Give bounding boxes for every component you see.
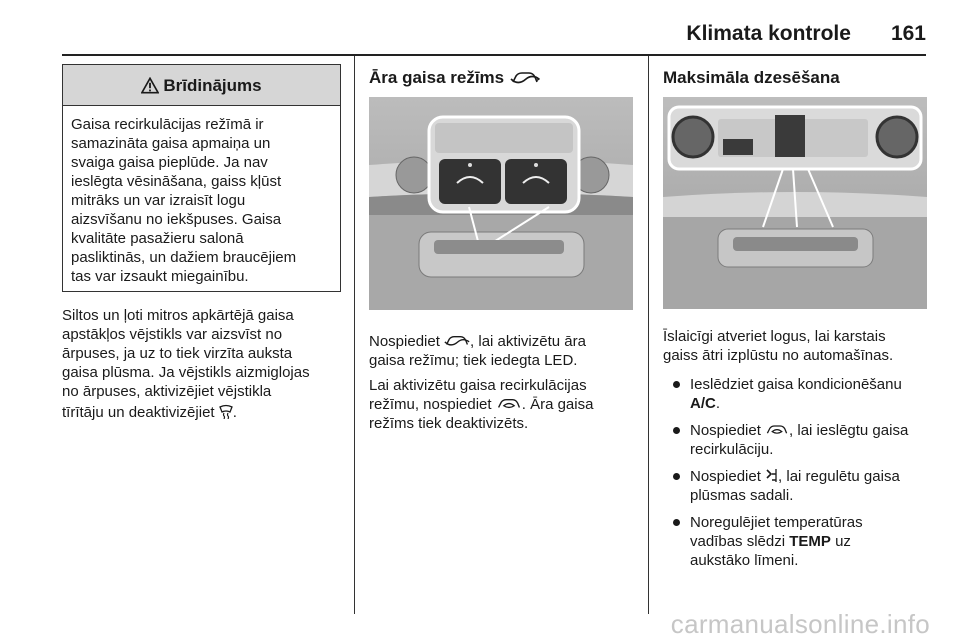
text-line: gaiss ātri izplūstu no automašīnas.: [663, 347, 894, 364]
heading-text: Āra gaisa režīms: [369, 68, 505, 87]
text-line: [369, 395, 633, 414]
header-rule: [62, 54, 926, 56]
outside-air-icon: [444, 334, 470, 348]
warning-line: aizsvīšanu no iekšpuses. Gaisa: [71, 211, 282, 228]
warning-line: ieslēgta vēsināšana, gaiss kļūst: [71, 173, 282, 190]
text-line: ārpuses, ja uz to tiek virzīta auksta: [62, 345, 293, 362]
text-line: Lai aktivizētu gaisa recirkulācijas: [369, 377, 587, 394]
bullet-dot: [673, 519, 680, 526]
warning-box: [62, 64, 341, 292]
warning-line: kvalitāte pasažieru salonā: [71, 230, 244, 247]
section-title: Klimata kontrole: [686, 22, 851, 45]
column-2: [369, 64, 633, 433]
text-line: [690, 532, 927, 551]
text-span: tīrītāju un deaktivizējiet: [62, 404, 215, 421]
text-line: gaisa plūsma. Ja vējstikls aizmiglojas: [62, 364, 310, 381]
text-line: plūsmas sadali.: [690, 487, 794, 504]
ac-key-label: A/C: [690, 395, 716, 412]
text-line: gaisa režīmu; tiek iedegta LED.: [369, 352, 578, 369]
warning-text: [63, 106, 340, 291]
text-span: . Āra gaisa: [521, 396, 594, 413]
watermark: carmanualsonline.info: [670, 609, 930, 639]
warning-header: [63, 65, 340, 106]
text-span: uz: [830, 533, 851, 550]
warning-line: tas var izsaukt miegainību.: [71, 268, 249, 285]
column-divider-2: [648, 56, 649, 614]
warning-title: Brīdinājums: [163, 75, 262, 95]
text-line: Ieslēdziet gaisa kondicionēšanu: [690, 376, 902, 393]
bullet-dot: [673, 473, 680, 480]
text-line: [690, 421, 927, 440]
column-divider-1: [354, 56, 355, 614]
outside-air-heading: [369, 68, 633, 87]
recirculation-icon: [765, 423, 789, 437]
page-header: [686, 22, 926, 52]
fog-paragraph: [62, 306, 341, 422]
air-distribution-icon: [765, 468, 778, 483]
bullet-dot: [673, 381, 680, 388]
text-span: , lai ieslēgtu gaisa: [789, 422, 909, 439]
text-span: , lai aktivizētu āra: [470, 333, 586, 350]
text-line: Īslaicīgi atveriet logus, lai karstais: [663, 328, 886, 345]
text-span: .: [715, 395, 721, 412]
warning-triangle-icon: [141, 77, 159, 94]
text-line: [369, 332, 633, 351]
heading-text: Maksimāla dzesēšana: [663, 68, 840, 87]
text-line: recirkulāciju.: [690, 441, 774, 458]
text-line: aukstāko līmeni.: [690, 552, 799, 569]
max-cooling-intro: [663, 327, 927, 365]
windshield-defrost-icon: [219, 404, 233, 419]
warning-line: samazināta gaisa apmaiņa un: [71, 135, 271, 152]
recirculation-icon: [496, 397, 522, 411]
temp-key-label: TEMP: [789, 533, 831, 550]
outside-air-icon: [510, 70, 540, 86]
text-span: Nospiediet: [690, 422, 766, 439]
warning-line: mitrāks un var izraisīt logu: [71, 192, 246, 209]
list-item: [663, 375, 927, 413]
outside-air-text: [369, 332, 633, 433]
page-number: 161: [890, 22, 926, 45]
text-line: [690, 467, 927, 486]
text-span: Nospiediet: [690, 468, 766, 485]
warning-line: svaiga gaisa pieplūde. Ja nav: [71, 154, 268, 171]
column-3: [663, 64, 927, 578]
text-span: režīmu, nospiediet: [369, 396, 496, 413]
text-line: Noregulējiet temperatūras: [690, 514, 863, 531]
text-line: apstākļos vējstikls var aizsvīst no: [62, 326, 283, 343]
list-item: [663, 513, 927, 570]
text-span: Nospiediet: [369, 333, 445, 350]
control-panel-photo-outside-air: [369, 97, 633, 310]
text-line: [690, 394, 927, 413]
max-cooling-steps: [663, 375, 927, 570]
text-span: , lai regulētu gaisa: [778, 468, 900, 485]
bullet-dot: [673, 427, 680, 434]
text-line: režīms tiek deaktivizēts.: [369, 415, 529, 432]
text-line: Siltos un ļoti mitros apkārtējā gaisa: [62, 307, 294, 324]
warning-line: pasliktinās, un dažiem braucējiem: [71, 249, 297, 266]
control-panel-photo-max-cooling: [663, 97, 927, 309]
text-line: no ārpuses, aktivizējiet vējstikla: [62, 383, 272, 400]
text-span: vadības slēdzi: [690, 533, 790, 550]
list-item: [663, 421, 927, 459]
text-span: .: [232, 404, 237, 421]
list-item: [663, 467, 927, 505]
max-cooling-heading: [663, 68, 927, 87]
text-line: [62, 403, 341, 422]
warning-line: Gaisa recirkulācijas režīmā ir: [71, 116, 264, 133]
column-1: [62, 64, 341, 422]
